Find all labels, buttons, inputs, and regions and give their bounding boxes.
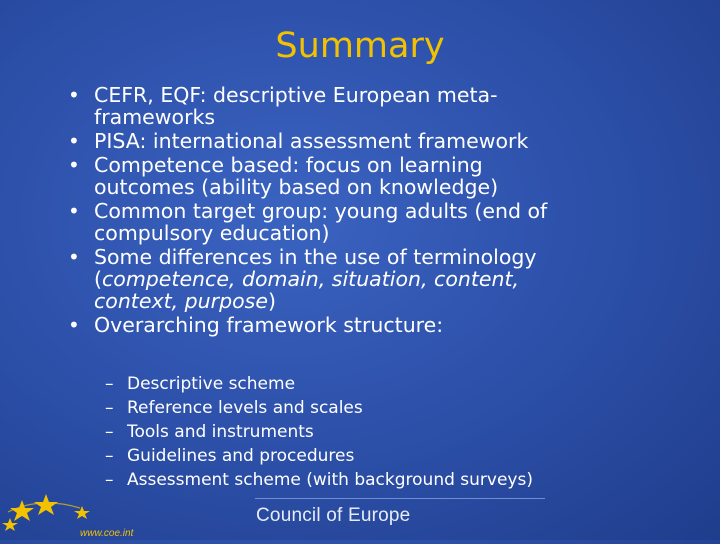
bullet-dot: •: [68, 129, 80, 153]
sub-bullet-item: [105, 468, 533, 492]
sub-bullet-text: Guidelines and procedures: [127, 446, 355, 466]
dash-marker: –: [105, 422, 114, 442]
footer-url: www.coe.int: [80, 528, 134, 539]
bullet-text: CEFR, EQF: descriptive European meta-: [94, 83, 498, 107]
bullet-item: [68, 246, 708, 312]
sub-bullet-text: Tools and instruments: [127, 422, 314, 442]
bullet-item: [68, 314, 708, 336]
dash-marker: –: [105, 374, 114, 394]
bullet-text: frameworks: [94, 105, 216, 129]
bullet-text: Overarching framework structure:: [94, 313, 444, 337]
sub-bullet-item: [105, 396, 533, 420]
terminology-open: (: [94, 267, 102, 291]
bullet-dot: •: [68, 245, 80, 269]
dash-marker: –: [105, 446, 114, 466]
bullet-text: outcomes (ability based on knowledge): [94, 175, 499, 199]
bullet-item: [68, 154, 708, 198]
bullet-text: Some differences in the use of terminology: [94, 245, 537, 269]
bullet-dot: •: [68, 153, 80, 177]
bullet-item: [68, 84, 708, 128]
dash-marker: –: [105, 470, 114, 490]
footer-organization: Council of Europe: [256, 505, 411, 526]
sub-bullet-text: Reference levels and scales: [127, 398, 363, 418]
dash-marker: –: [105, 398, 114, 418]
bullet-item: [68, 200, 708, 244]
bullet-dot: •: [68, 313, 80, 337]
sub-bullet-text: Assessment scheme (with background surveys): [127, 470, 533, 490]
bullet-text: compulsory education): [94, 221, 330, 245]
bullet-item: [68, 130, 708, 152]
sub-bullet-item: [105, 420, 533, 444]
bullet-text: PISA: international assessment framework: [94, 129, 529, 153]
sub-bullet-item: [105, 372, 533, 396]
terminology-terms: context, purpose: [94, 289, 268, 313]
bullet-dot: •: [68, 199, 80, 223]
terminology-close: ): [267, 289, 276, 313]
bullet-list: [68, 84, 708, 338]
sub-bullet-text: Descriptive scheme: [127, 374, 296, 394]
bullet-dot: •: [68, 83, 80, 107]
sub-bullet-item: [105, 444, 533, 468]
bullet-text: Common target group: young adults (end of: [94, 199, 548, 223]
bullet-text: Competence based: focus on learning: [94, 153, 483, 177]
sub-bullet-list: [105, 372, 533, 492]
terminology-terms: competence, domain, situation, content,: [102, 267, 520, 291]
footer-divider: [255, 498, 545, 499]
slide-title: Summary: [275, 26, 445, 66]
